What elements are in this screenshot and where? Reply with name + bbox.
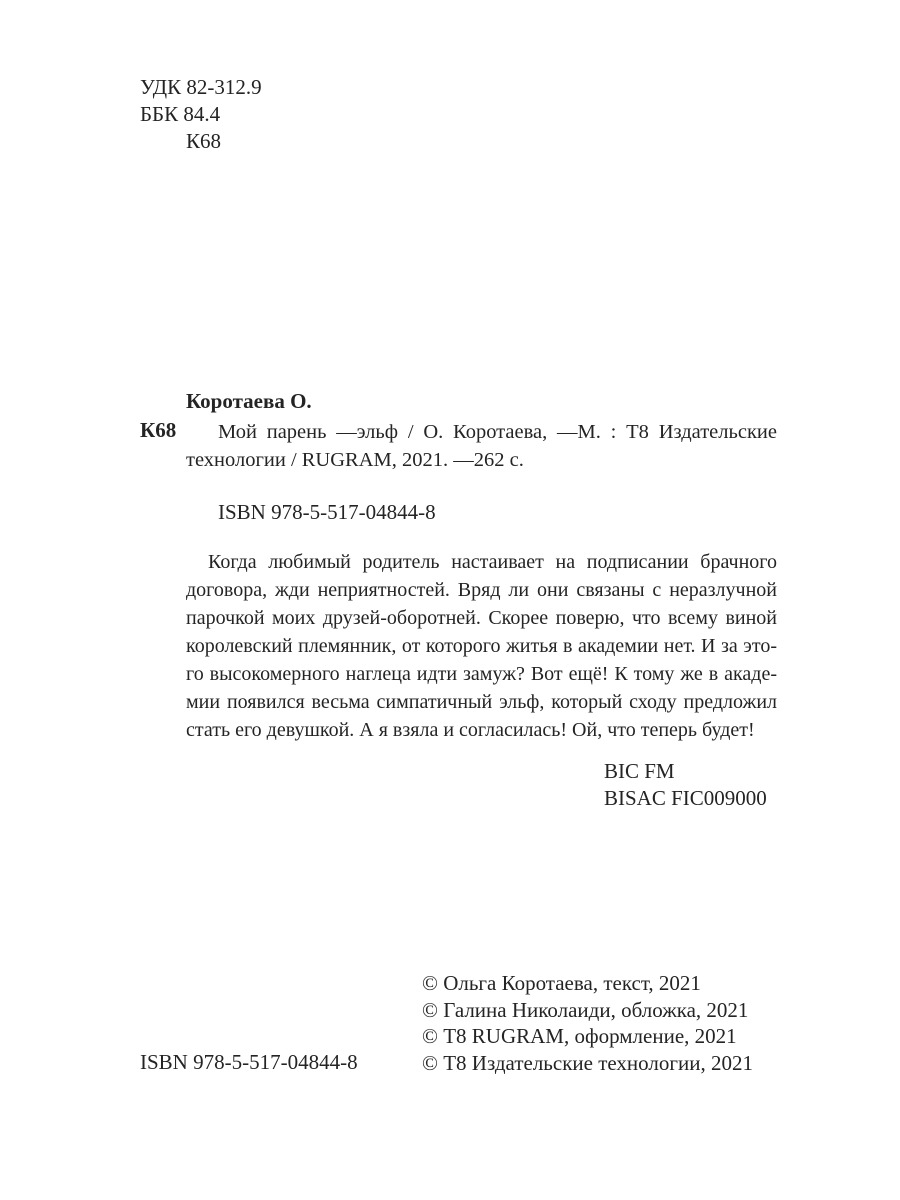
annotation-line: парочкой моих друзей-оборотней. Скорее поверю, что всему виной <box>186 607 777 629</box>
copyright-block <box>422 970 753 1076</box>
annotation-paragraph <box>186 548 777 744</box>
copyright-line: © Т8 Издательские технологии, 2021 <box>422 1050 753 1075</box>
annotation-line: стать его девушкой. А я взяла и согласилась! Ой, что теперь будет! <box>186 719 755 741</box>
annotation-line: договора, жди неприятностей. Вряд ли они связаны с неразлучной <box>186 579 777 601</box>
annotation-line: Когда любимый родитель настаивает на подписании брачного <box>208 551 777 573</box>
isbn-bottom: ISBN 978-5-517-04844-8 <box>140 1050 358 1074</box>
catalog-card-line-2: технологии / RUGRAM, 2021. —262 с. <box>186 449 524 471</box>
bisac-code: BISAC FIC009000 <box>604 786 767 810</box>
bbk-line: ББК 84.4 <box>140 102 221 126</box>
classification-block <box>140 74 262 155</box>
author-name: Коротаева О. <box>186 389 312 413</box>
annotation-line: го высокомерного наглеца идти замуж? Вот ещё! К тому же в акаде- <box>186 663 777 685</box>
annotation-line: королевский племянник, от которого житья в академии нет. И за это- <box>186 635 777 657</box>
udk-line: УДК 82-312.9 <box>140 75 262 99</box>
isbn-top: ISBN 978-5-517-04844-8 <box>218 500 436 524</box>
catalog-card-entry <box>186 418 777 474</box>
bic-code: BIC FM <box>604 759 675 783</box>
copyright-line: © Т8 RUGRAM, оформление, 2021 <box>422 1024 737 1048</box>
copyright-line: © Ольга Коротаева, текст, 2021 <box>422 971 701 995</box>
annotation-line: мии появился весьма симпатичный эльф, который сходу предложил <box>186 691 777 713</box>
classification-code: К68 <box>186 129 222 153</box>
subject-codes-block <box>604 758 767 812</box>
catalog-margin-code: К68 <box>140 418 177 442</box>
copyright-line: © Галина Николаиди, обложка, 2021 <box>422 997 749 1022</box>
catalog-card-line-1: Мой парень —эльф / О. Коротаева, —М. : Т8 Издательские <box>218 421 777 443</box>
